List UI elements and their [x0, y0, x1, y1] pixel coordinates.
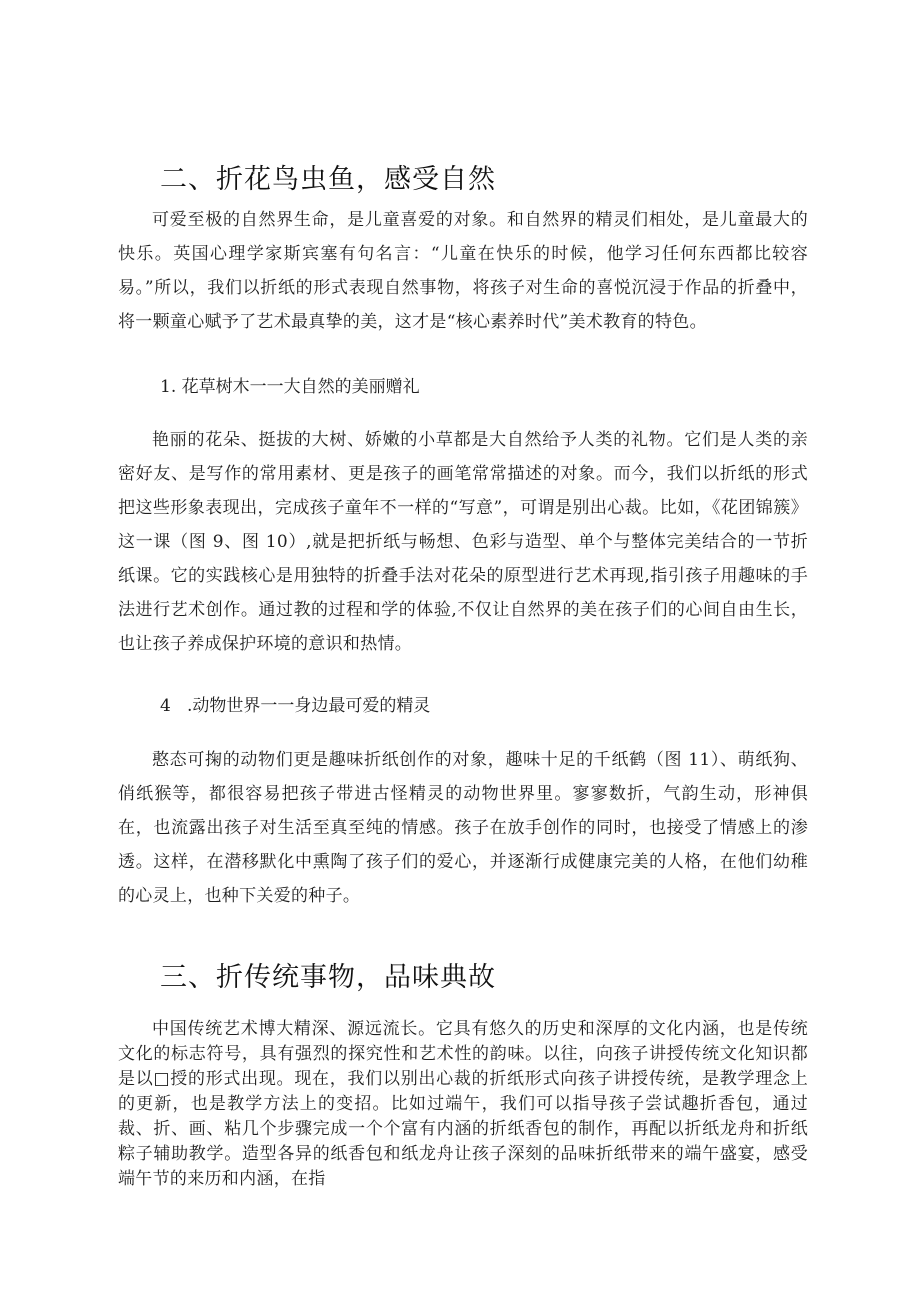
section2-heading: 二、折花鸟虫鱼，感受自然 [160, 164, 496, 195]
subsection2-text: 憨态可掬的动物们更是趣味折纸创作的对象，趣味十足的千纸鹤（图 11）、萌纸狗、俏纸猴等，都很容易把孩子带进古怪精灵的动物世界里。寥寥数折，气韵生动，形神俱在，也流露出孩子对生活至真至纯的情感。孩子在放手创作的同时，也接受了情感上的渗透。这样，在潜移默化中熏陶了孩子们的爱心，并逐渐行成健康完美的人格，在他们幼稚的心灵上，也种下关爱的种子。 [118, 750, 808, 906]
section3-text: 中国传统艺术博大精深、源远流长。它具有悠久的历史和深厚的文化内涵，也是传统文化的标志符号，具有强烈的探究性和艺术性的韵味。以往，向孩子讲授传统文化知识都是以□授的形式出现。现在，我们以别出心裁的折纸形式向孩子讲授传统，是教学理念上的更新，也是教学方法上的变招。比如过端午，我们可以指导孩子尝试趣折香包，通过裁、折、画、粘几个步骤完成一个个富有内涵的折纸香包的制作，再配以折纸龙舟和折纸粽子辅助教学。造型各异的纸香包和纸龙舟让孩子深刻的品味折纸带来的端午盛宴，感受端午节的来历和内涵，在指 [118, 1019, 808, 1189]
subsection2-title: 4 .动物世界一一身边最可爱的精灵 [160, 696, 431, 716]
subsection1-text: 艳丽的花朵、挺拔的大树、娇嫩的小草都是大自然给予人类的礼物。它们是人类的亲密好友、是写作的常用素材、更是孩子的画笔常常描述的对象。而今，我们以折纸的形式把这些形象表现出，完成孩子童年不一样的“写意”，可谓是别出心裁。比如，《花团锦簇》这一课（图 9、图 10）,就是把折纸与畅想、色彩与造型、单个与整体完美结合的一节折纸课。它的实践核心是用独特的折叠手法对花朵的原型进行艺术再现,指引孩子用趣味的手法进行艺术创作。通过教的过程和学的体验,不仅让自然界的美在孩子们的心间自由生长，也让孩子养成保护环境的意识和热情。 [118, 430, 808, 654]
section2-intro-paragraph [118, 203, 808, 339]
section3-heading: 三、折传统事物，品味典故 [160, 962, 496, 993]
subsection2-paragraph [118, 743, 808, 913]
subsection1-title: 1. 花草树木一一大自然的美丽赠礼 [160, 377, 420, 397]
section2-intro-text: 可爱至极的自然界生命，是儿童喜爱的对象。和自然界的精灵们相处，是儿童最大的快乐。英国心理学家斯宾塞有句名言：“儿童在快乐的时候，他学习任何东西都比较容易。”所以，我们以折纸的形式表现自然事物，将孩子对生命的喜悦沉浸于作品的折叠中，将一颗童心赋予了艺术最真挚的美，这才是“核心素养时代”美术教育的特色。 [118, 210, 808, 332]
section3-paragraph [118, 1017, 808, 1192]
subsection1-paragraph [118, 423, 808, 661]
